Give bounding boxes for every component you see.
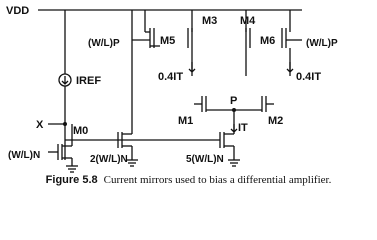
- m0-size-label: (W/L)N: [8, 150, 41, 161]
- vdd-label: VDD: [6, 5, 30, 17]
- figure-caption: [0, 174, 377, 186]
- m0-label: M0: [73, 125, 89, 137]
- node-p-dot: [232, 108, 236, 112]
- right-branch-arrow-icon: [287, 62, 293, 72]
- tail-current-arrow-icon: [231, 124, 237, 132]
- node-x-label: X: [36, 119, 44, 131]
- m4-label: M4: [240, 15, 256, 27]
- m5-size-label: (W/L)P: [88, 38, 120, 49]
- left-branch-arrow-icon: [189, 62, 195, 72]
- iref-label: IREF: [76, 75, 102, 87]
- mirror-size-label: 2(W/L)N: [90, 154, 128, 165]
- right-branch-current-label: 0.4IT: [296, 71, 322, 83]
- m1-label: M1: [178, 115, 194, 127]
- m6-size-label: (W/L)P: [306, 38, 338, 49]
- m3-label: M3: [202, 15, 218, 27]
- m2-label: M2: [268, 115, 284, 127]
- tail-size-label: 5(W/L)N: [186, 154, 224, 165]
- figure-caption-text: Current mirrors used to bias a differential amplifier.: [103, 174, 332, 186]
- figure-number: Figure 5.8: [45, 174, 98, 186]
- m6-label: M6: [260, 35, 276, 47]
- tail-current-label: IT: [238, 122, 248, 134]
- node-p-label: P: [230, 95, 238, 107]
- m5-label: M5: [160, 35, 176, 47]
- left-branch-current-label: 0.4IT: [158, 71, 184, 83]
